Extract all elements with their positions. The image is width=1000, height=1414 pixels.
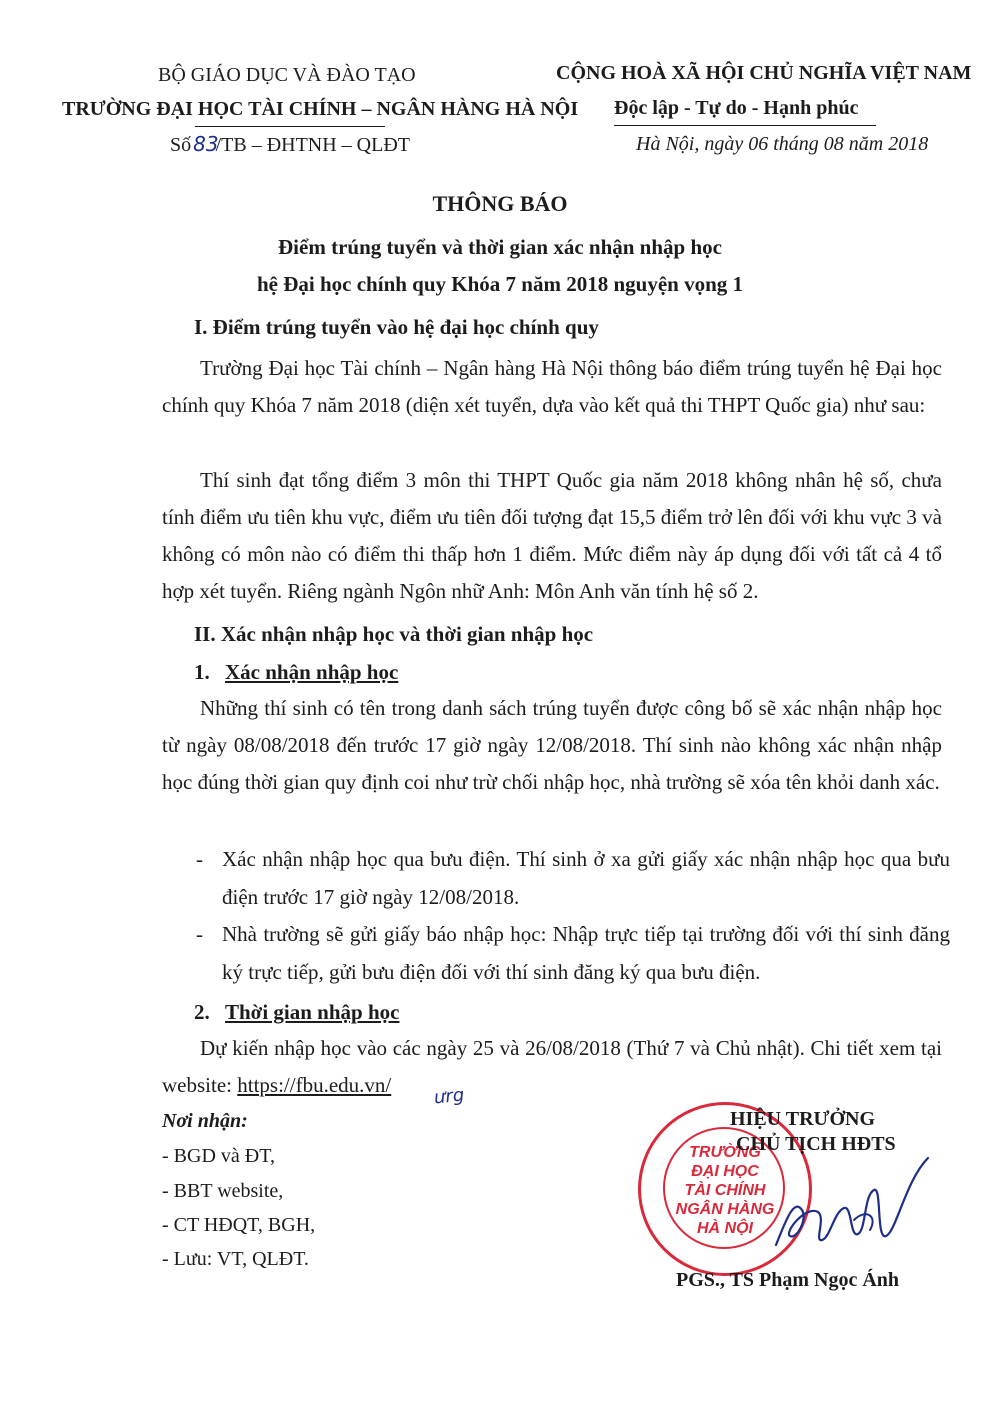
title-line-2: hệ Đại học chính quy Khóa 7 năm 2018 nguyện vọng 1 [256,272,744,296]
signatory-title-2: CHỦ TỊCH HĐTS [736,1133,896,1155]
bullet-dash: - [196,847,203,871]
number-handwritten: 83 [193,132,219,156]
recipient-item: - BGD và ĐT, [162,1145,275,1167]
subsection-1-number: 1. [194,660,210,684]
handwritten-signature [756,1150,936,1270]
seal-text-line: ĐẠI HỌC [691,1163,759,1180]
subsection-2-text: Dự kiến nhập học vào các ngày 25 và 26/08/2018 (Thứ 7 và Chủ nhật). Chi tiết xem tại website: [162,1036,942,1097]
ministry-name: BỘ GIÁO DỤC VÀ ĐÀO TẠO [158,64,416,86]
website-link[interactable]: https://fbu.edu.vn/ [237,1073,392,1097]
subsection-2-number: 2. [194,1000,210,1024]
subsection-2-paragraph [162,1030,942,1104]
country-name: CỘNG HOÀ XÃ HỘI CHỦ NGHĨA VIỆT NAM [556,62,972,84]
section-1-paragraph-1: Trường Đại học Tài chính – Ngân hàng Hà Nội thông báo điểm trúng tuyển hệ Đại học chính quy Khóa 7 năm 2018 (diện xét tuyển, dựa vào kết quả thi THPT Quốc gia) như sau: [162,356,942,417]
bullet-item [196,840,956,916]
subsection-1-paragraph: Những thí sinh có tên trong danh sách trúng tuyển được công bố sẽ xác nhận nhập học từ ngày 08/08/2018 đến trước 17 giờ ngày 12/08/2018. Thí sinh nào không xác nhận nhập học đúng thời gian quy định coi như trừ chối nhập học, nhà trường sẽ xóa tên khỏi danh xác. [162,696,942,794]
bullet-text: Nhà trường sẽ gửi giấy báo nhập học: Nhập trực tiếp tại trường đối với thí sinh đăng ký trực tiếp, gửi bưu điện đối với thí sinh đăng ký qua bưu điện. [222,922,950,984]
signatory-name: PGS., TS Phạm Ngọc Ánh [676,1269,900,1291]
seal-text-line: NGÂN HÀNG [675,1201,775,1218]
handwritten-initials: ưrg [432,1084,466,1109]
subsection-1-heading [194,660,398,685]
subsection-2-heading [194,1000,399,1025]
title-line-1: Điểm trúng tuyển và thời gian xác nhận nhập học [278,235,722,259]
school-name: TRƯỜNG ĐẠI HỌC TÀI CHÍNH – NGÂN HÀNG HÀ NỘI [62,98,579,120]
bullet-text: Xác nhận nhập học qua bưu điện. Thí sinh ở xa gửi giấy xác nhận nhập học qua bưu điện trước 17 giờ ngày 12/08/2018. [222,847,950,909]
section-1-heading: I. Điểm trúng tuyển vào hệ đại học chính quy [194,315,599,339]
recipient-item: - CT HĐQT, BGH, [162,1214,316,1236]
subsection-1-title: Xác nhận nhập học [225,660,399,684]
number-prefix: Số [170,134,192,156]
header-right-rule [614,125,876,126]
issue-date: Hà Nội, ngày 06 tháng 08 năm 2018 [636,133,929,155]
recipients-heading: Nơi nhận: [162,1110,248,1132]
recipient-item: - Lưu: VT, QLĐT. [162,1248,309,1270]
signatory-title-1: HIỆU TRƯỞNG [730,1108,876,1130]
section-2-heading: II. Xác nhận nhập học và thời gian nhập học [194,622,594,646]
header-left-rule [195,126,385,127]
document-title: THÔNG BÁO [432,191,568,216]
seal-text-line: TÀI CHÍNH [684,1182,766,1199]
national-motto: Độc lập - Tự do - Hạnh phúc [614,97,859,119]
document-number [170,132,410,157]
seal-text-line: HÀ NỘI [697,1220,753,1237]
bullet-item [196,915,956,991]
seal-text-line: TRƯỜNG [689,1144,761,1161]
subsection-2-title: Thời gian nhập học [225,1000,400,1024]
section-1-paragraph-2: Thí sinh đạt tổng điểm 3 môn thi THPT Quốc gia năm 2018 không nhân hệ số, chưa tính điểm ưu tiên khu vực, điểm ưu tiên đối tượng đạt 15,5 điểm trở lên đối với khu vực 3 và không có môn nào có điểm thi thấp hơn 1 điểm. Mức điểm này áp dụng đối với tất cả 4 tổ hợp xét tuyển. Riêng ngành Ngôn nhữ Anh: Môn Anh văn tính hệ số 2. [162,468,942,603]
number-suffix: /TB – ĐHTNH – QLĐT [215,134,411,156]
bullet-dash: - [196,922,203,946]
recipient-item: - BBT website, [162,1180,284,1202]
